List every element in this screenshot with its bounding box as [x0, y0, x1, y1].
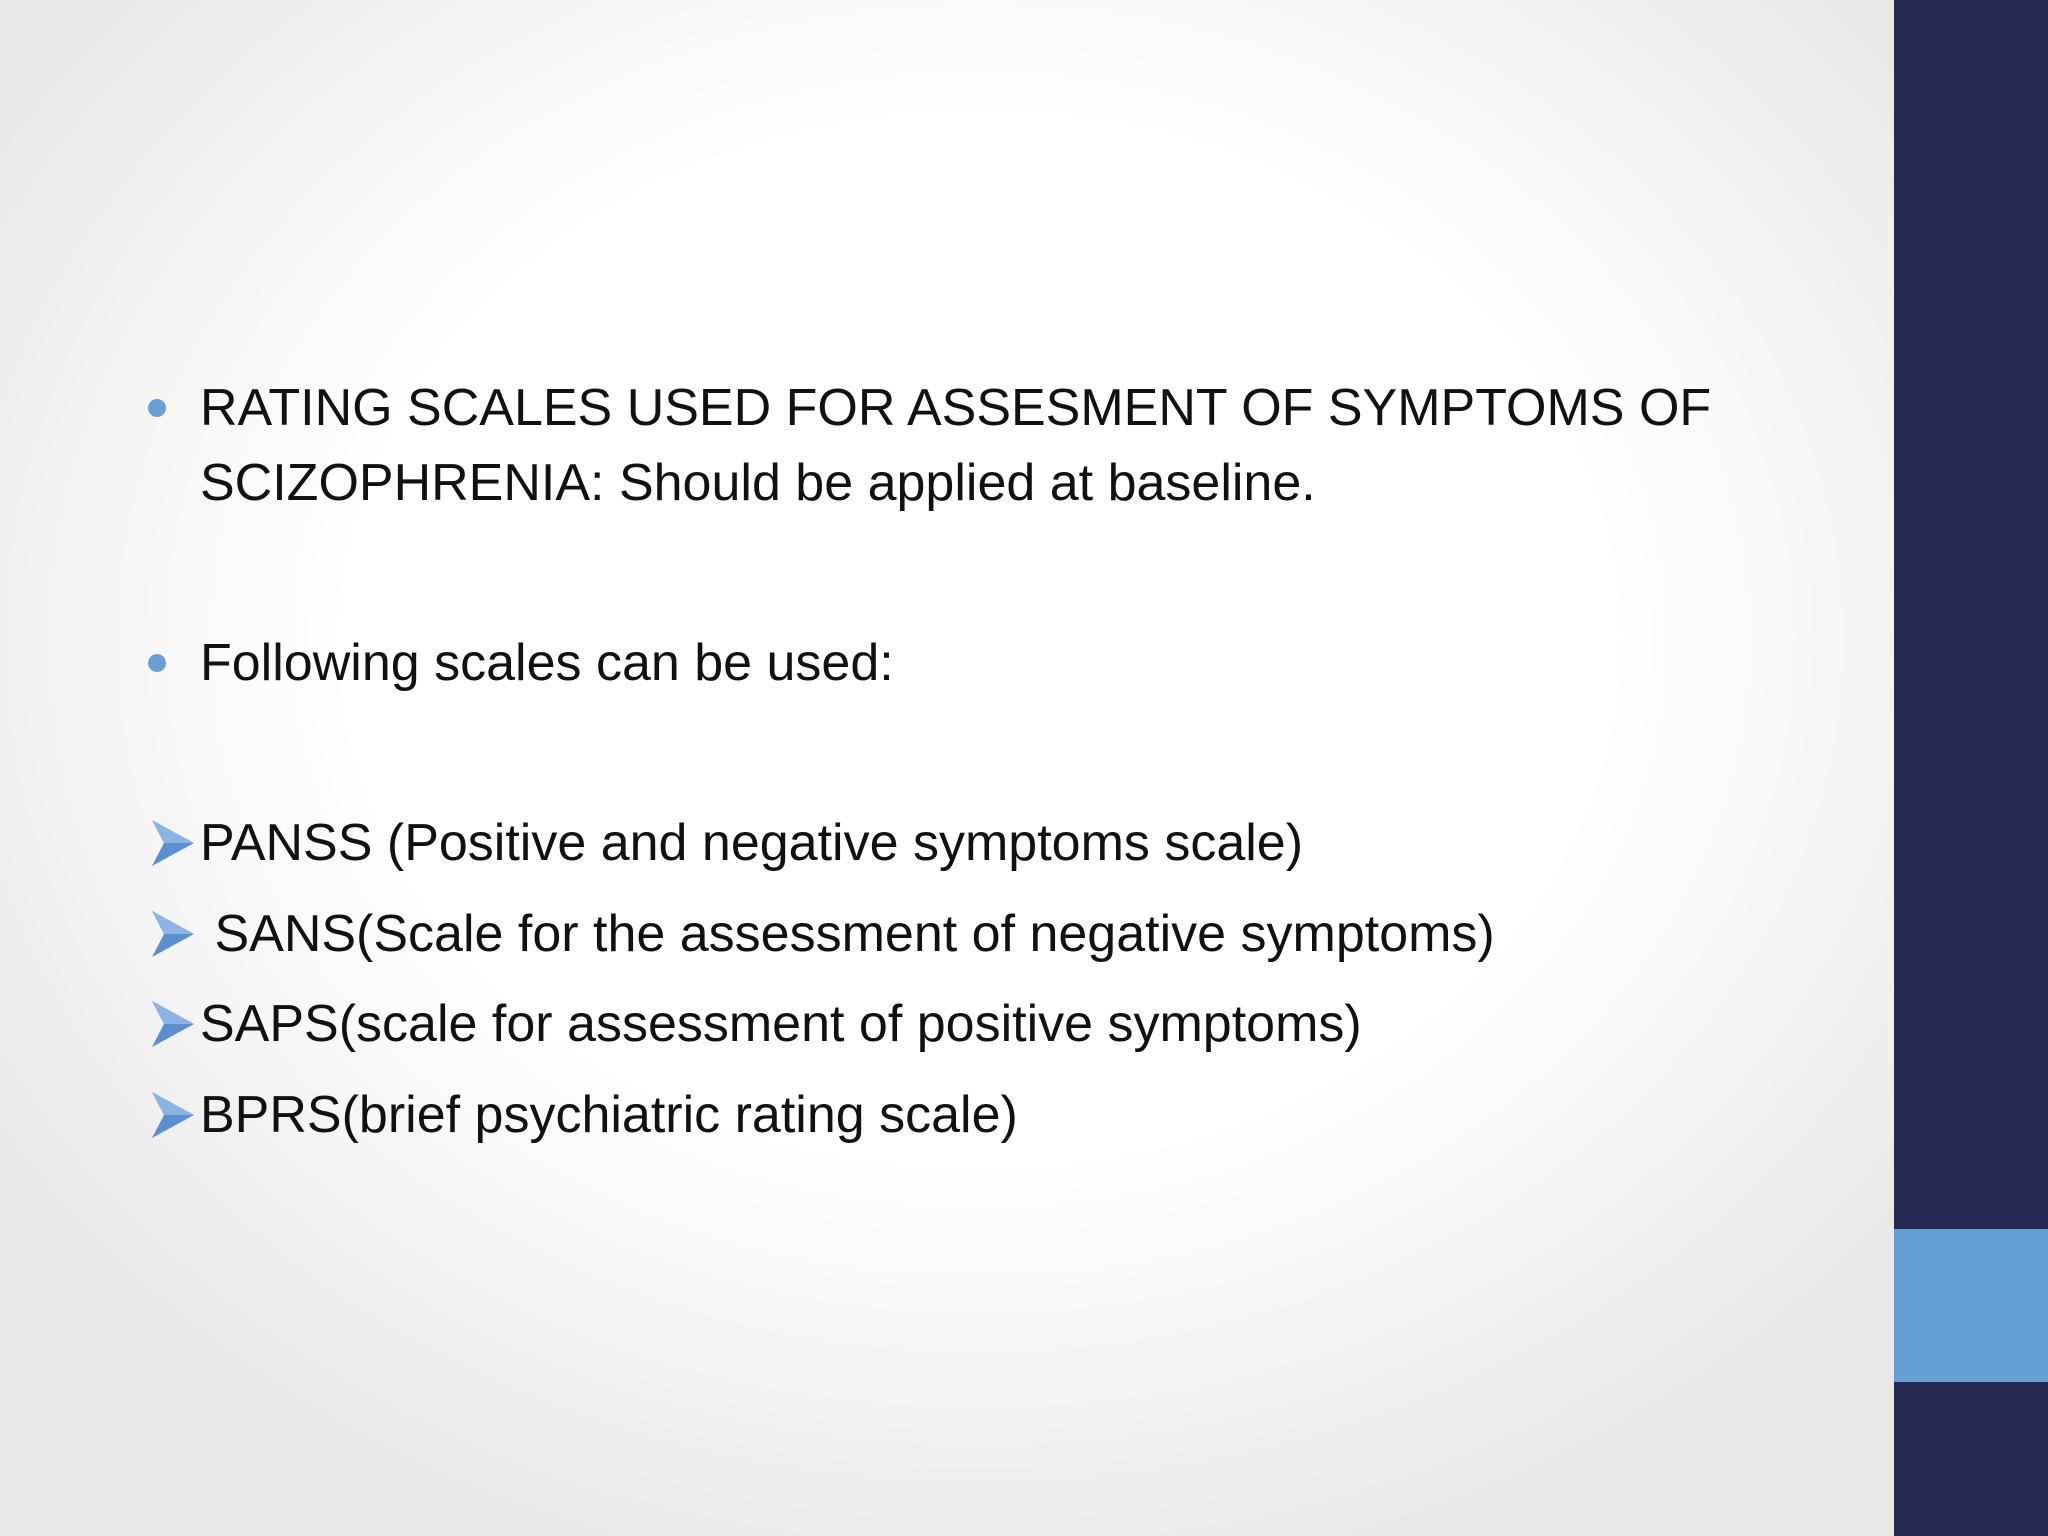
- bullet-dot-icon: [148, 654, 166, 672]
- scale-label: BPRS(brief psychiatric rating scale): [200, 1086, 1018, 1144]
- scale-label: SAPS(scale for assessment of positive symptoms): [200, 995, 1362, 1053]
- bullet-2-line-1: Following scales can be used:: [200, 634, 894, 692]
- side-band-accent: [1894, 1229, 2048, 1382]
- scale-label: PANSS (Positive and negative symptoms scale): [200, 814, 1304, 872]
- bullet-dot-icon: [148, 399, 166, 417]
- scale-label: SANS(Scale for the assessment of negative symptoms): [200, 905, 1495, 963]
- bullet-1-line-1: RATING SCALES USED FOR ASSESMENT OF SYMPTOMS OF: [200, 379, 1712, 437]
- bullet-1-line-2: SCIZOPHRENIA: Should be applied at baseline.: [200, 454, 1316, 512]
- arrow-bullet-icon: [150, 999, 196, 1049]
- decorative-side-band: [1894, 0, 2048, 1536]
- arrow-bullet-icon: [150, 1090, 196, 1140]
- arrow-bullet-icon: [150, 818, 196, 868]
- arrow-bullet-icon: [150, 909, 196, 959]
